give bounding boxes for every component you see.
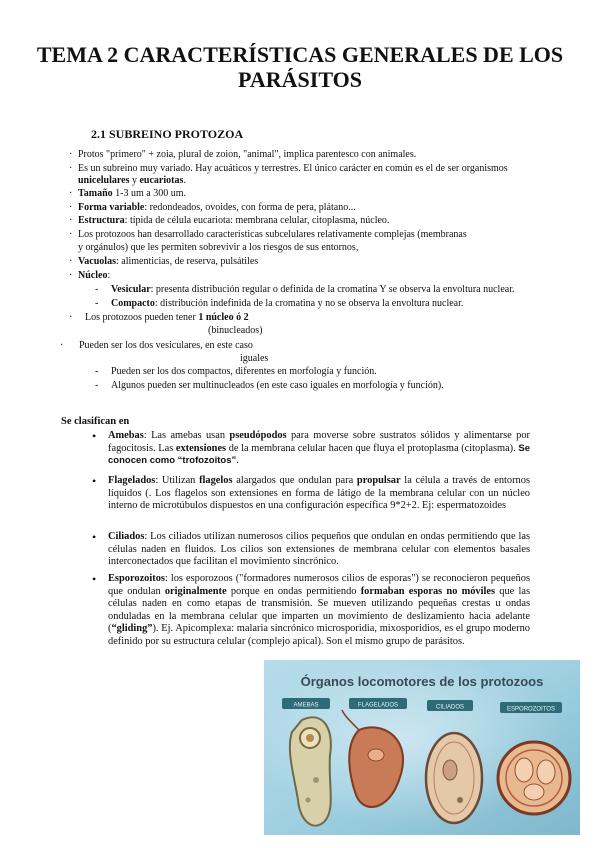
esporozoitos-paragraph: Esporozoitos: los esporozoos ("formadores numerosos cilios de esporas") se reconocieron pequeños que ondulan originalmente porque en ondas permitiendo formaban esporas no móviles que las células naden en como etapas de transmisión. Se mueven utilizando pequeñas crestas u ondas onduladas en la membrana celular que imparten un movimiento de deslizamiento hacia adelante (“gliding”). Ej. Apicomplexa: malaria sincrónico microsporidia, mixosporidios, es el grupo moderno definido por su estructura celular (complejo apical). Son el mismo grupo de parásitos. [108, 573, 530, 647]
bullet-dot: • [92, 572, 97, 586]
dash: - [95, 366, 99, 377]
list-item: Estructura: típida de célula eucariota: membrana celular, citoplasma, núcleo. [78, 215, 390, 226]
bullet: · [69, 256, 73, 267]
sub-item: Pueden ser los dos compactos, diferentes en morfología y función. [111, 366, 377, 377]
label-esporozoitos: ESPOROZOITOS [507, 706, 555, 713]
bullet: · [69, 229, 73, 240]
page-title: TEMA 2 CARACTERÍSTICAS GENERALES DE LOS PARÁSITOS [36, 42, 564, 92]
list-item-cont: y orgánulos) que les permiten sobrevivir a los riesgos de sus entornos, [78, 242, 359, 253]
list-item: Forma variable: redondeados, ovoides, con forma de pera, plátano... [78, 202, 356, 213]
list-item-cont: unicelulares y eucariotas. [78, 175, 186, 186]
list-item: Núcleo: [78, 270, 111, 281]
dash: - [95, 298, 99, 309]
bullet: · [69, 270, 73, 281]
bullet: · [69, 163, 73, 174]
label-flagelados: FLAGELADOS [357, 702, 399, 709]
slide-title: Órganos locomotores de los protozoos [300, 674, 544, 689]
bullet: · [69, 188, 73, 199]
list-item: Vacuolas: alimenticias, de reserva, pulsátiles [78, 256, 259, 267]
bullet-dot: • [92, 530, 97, 544]
bullet: · [69, 215, 73, 226]
list-item: Pueden ser los dos vesiculares, en este caso [79, 340, 253, 351]
flagelados-paragraph: Flagelados: Utilizan flagelos alargados que ondulan para propulsar la célula a través de entornos líquidos (. Los flagelos son extensiones en forma de látigo de la membrana celular con un núcleo interno de microtúbulos dispuestos en una configuración específica 9*2+2. Ej: espermatozoides [108, 475, 530, 512]
label-amebas: AMEBAS [293, 702, 319, 709]
sub-item: Compacto: distribución indefinida de la cromatina y no se observa la envoltura nuclear. [111, 298, 464, 309]
bullet: · [60, 340, 64, 351]
dash: - [95, 284, 99, 295]
sub-item: Vesicular: presenta distribución regular o definida de la cromatina Y se observa la envoltura nuclear. [111, 284, 515, 295]
list-item: Protos "primero" + zoia, plural de zoion, "animal", implica parentesco con animales. [78, 149, 417, 160]
dash: - [95, 380, 99, 391]
bullet-dot: • [92, 474, 97, 488]
amebas-paragraph: Amebas: Las amebas usan pseudópodos para moverse sobre sustratos sólidos y alimentarse por fagocitosis. Las extensiones de la membrana celular hacen que fluya el protoplasma (citoplasma). Se conocen como “trofozoitos”. [108, 430, 530, 467]
list-item-cont: iguales [240, 353, 269, 364]
sub-item: Algunos pueden ser multinucleados (en este caso iguales en morfología y función). [111, 380, 444, 391]
bullet: · [69, 312, 73, 323]
ciliados-paragraph: Ciliados: Los ciliados utilizan numerosos cilios pequeños que ondulan en ondas permitiendo que las células naden en fluidos. Los cilios son extensiones de membrana celular con elementos basales interconectados que facilitan el movimiento sincrónico. [108, 531, 530, 568]
classify-heading: Se clasifican en [61, 416, 130, 427]
bullet: · [69, 149, 73, 160]
list-item-cont: (binucleados) [208, 325, 263, 336]
label-ciliados: CILIADOS [435, 704, 465, 711]
bullet: · [69, 202, 73, 213]
bullet-dot: • [92, 429, 97, 443]
list-item: Los protozoos pueden tener 1 núcleo ó 2 [85, 312, 249, 323]
sporozoite-drawing [498, 742, 570, 814]
list-item: Es un subreino muy variado. Hay acuáticos y terrestres. El único carácter en común es el de ser organismos [78, 163, 508, 174]
slide-photo [264, 660, 580, 835]
list-item: Tamaño 1-3 um a 300 um. [78, 188, 186, 199]
section-heading: 2.1 SUBREINO PROTOZOA [91, 127, 244, 141]
list-item: Los protozoos han desarrollado características subcelulares relativamente complejas (membranas [78, 229, 467, 240]
